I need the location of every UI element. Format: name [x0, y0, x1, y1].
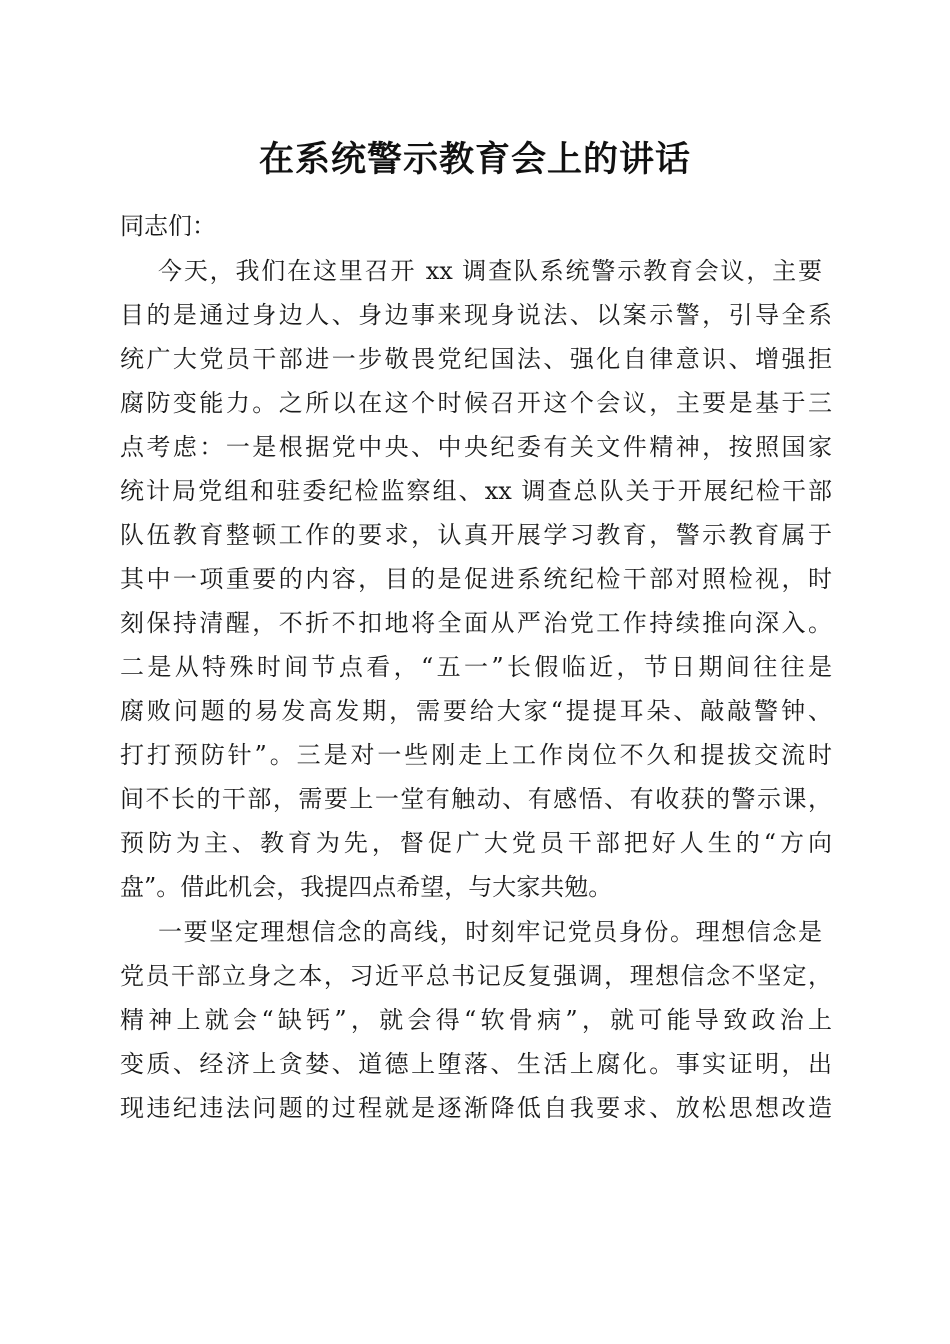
- paragraph-line: 今天，我们在这里召开 xx 调查队系统警示教育会议，主要: [158, 257, 822, 285]
- salutation: 同志们：: [120, 212, 216, 240]
- paragraph-line: 精神上就会“缺钙”，就会得“软骨病”，就可能导致政治上: [120, 1006, 832, 1034]
- document-title: 在系统警示教育会上的讲话: [258, 139, 691, 180]
- paragraph-line: 统广大党员干部进一步敬畏党纪国法、强化自律意识、增强拒: [120, 345, 832, 373]
- paragraph-line: 队伍教育整顿工作的要求，认真开展学习教育，警示教育属于: [120, 521, 832, 549]
- paragraph-line: 目的是通过身边人、身边事来现身说法、以案示警，引导全系: [120, 301, 832, 329]
- paragraph-line: 打打预防针”。三是对一些刚走上工作岗位不久和提拔交流时: [120, 741, 832, 769]
- paragraph-line: 现违纪违法问题的过程就是逐渐降低自我要求、放松思想改造: [120, 1094, 832, 1122]
- paragraph-line: 统计局党组和驻委纪检监察组、xx 调查总队关于开展纪检干部: [120, 477, 832, 505]
- paragraph-line: 其中一项重要的内容，目的是促进系统纪检干部对照检视，时: [120, 565, 832, 593]
- paragraph-line: 变质、经济上贪婪、道德上堕落、生活上腐化。事实证明，出: [120, 1050, 832, 1078]
- paragraph-line: 点考虑：一是根据党中央、中央纪委有关文件精神，按照国家: [120, 433, 832, 461]
- paragraph-line: 预防为主、教育为先，督促广大党员干部把好人生的“方向: [120, 829, 832, 857]
- paragraph-line: 腐防变能力。之所以在这个时候召开这个会议，主要是基于三: [120, 389, 832, 417]
- paragraph-line: 一要坚定理想信念的高线，时刻牢记党员身份。理想信念是: [158, 918, 822, 946]
- paragraph-line: 党员干部立身之本，习近平总书记反复强调，理想信念不坚定，: [120, 962, 832, 990]
- paragraph-line: 间不长的干部，需要上一堂有触动、有感悟、有收获的警示课，: [120, 785, 832, 813]
- paragraph-line: 盘”。借此机会，我提四点希望，与大家共勉。: [120, 873, 613, 901]
- paragraph-line: 二是从特殊时间节点看，“五一”长假临近，节日期间往往是: [120, 653, 832, 681]
- paragraph-line: 刻保持清醒，不折不扣地将全面从严治党工作持续推向深入。: [120, 609, 832, 637]
- paragraph-line: 腐败问题的易发高发期，需要给大家“提提耳朵、敲敲警钟、: [120, 697, 832, 725]
